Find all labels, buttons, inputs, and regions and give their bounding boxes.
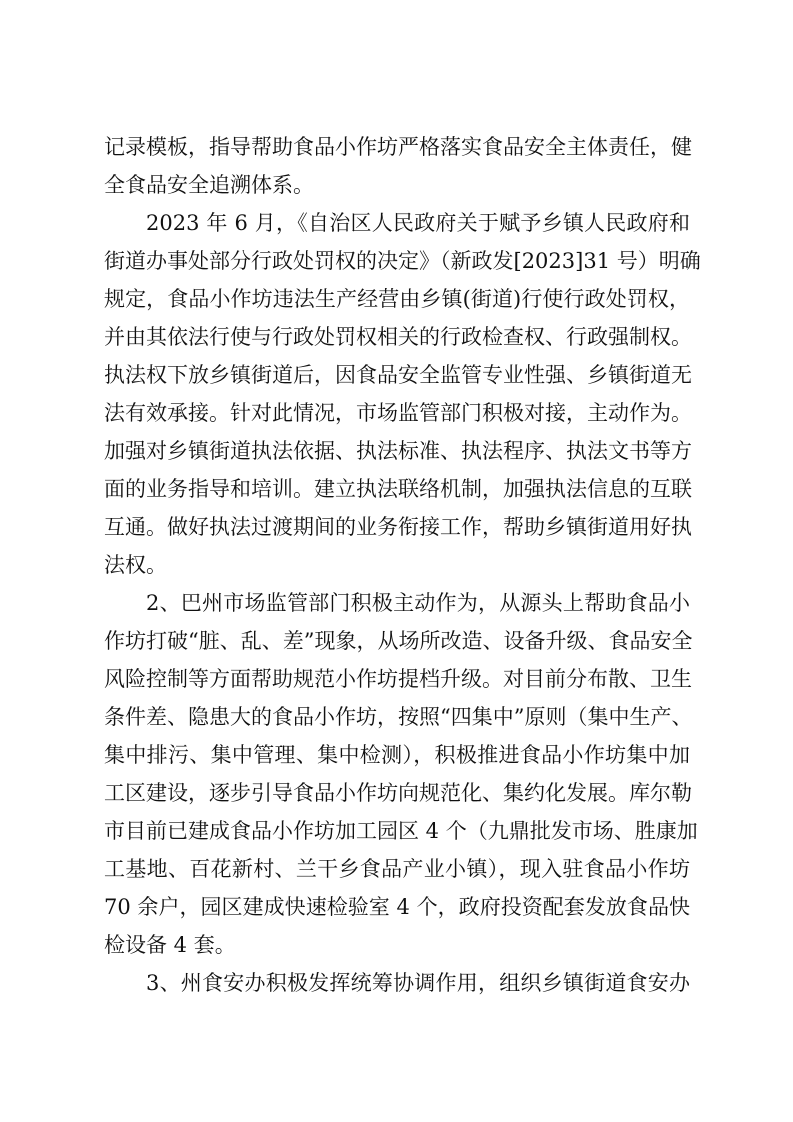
text-line: 集中排污、集中管理、集中检测），积极推进食品小作坊集中加 bbox=[104, 743, 690, 767]
text-line: 70 余户，园区建成快速检验室 4 个，政府投资配套发放食品快 bbox=[104, 895, 690, 919]
text-line: 条件差、隐患大的食品小作坊，按照“四集中”原则（集中生产、 bbox=[104, 705, 693, 729]
text-line: 作坊打破“脏、乱、差”现象，从场所改造、设备升级、食品安全 bbox=[104, 629, 693, 653]
text-line: 执法权下放乡镇街道后，因食品安全监管专业性强、乡镇街道无 bbox=[104, 363, 692, 387]
text-line: 风险控制等方面帮助规范小作坊提档升级。对目前分布散、卫生 bbox=[104, 667, 692, 691]
text-line: 检设备 4 套。 bbox=[104, 933, 236, 957]
text-line: 并由其依法行使与行政处罚权相关的行政检查权、行政强制权。 bbox=[104, 325, 692, 349]
text-line: 互通。做好执法过渡期间的业务衔接工作，帮助乡镇街道用好执 bbox=[104, 515, 692, 539]
text-line: 规定，食品小作坊违法生产经营由乡镇(街道)行使行政处罚权， bbox=[104, 287, 690, 311]
text-line: 记录模板，指导帮助食品小作坊严格落实食品安全主体责任，健 bbox=[104, 135, 692, 159]
text-line: 加强对乡镇街道执法依据、执法标准、执法程序、执法文书等方 bbox=[104, 439, 692, 463]
text-line: 面的业务指导和培训。建立执法联络机制，加强执法信息的互联 bbox=[104, 477, 692, 501]
text-line: 法权。 bbox=[104, 553, 167, 577]
text-line: 市目前已建成食品小作坊加工园区 4 个（九鼎批发市场、胜康加 bbox=[104, 819, 698, 843]
text-line: 2023 年 6 月，《自治区人民政府关于赋予乡镇人民政府和 bbox=[146, 211, 690, 235]
text-line: 3、州食安办积极发挥统筹协调作用，组织乡镇街道食安办 bbox=[146, 971, 690, 995]
text-line: 街道办事处部分行政处罚权的决定》（新政发[2023]31 号）明确 bbox=[104, 249, 701, 273]
text-line: 工基地、百花新村、兰干乡食品产业小镇），现入驻食品小作坊 bbox=[104, 857, 690, 881]
text-line: 全食品安全追溯体系。 bbox=[104, 173, 314, 197]
text-line: 法有效承接。针对此情况，市场监管部门积极对接，主动作为。 bbox=[104, 401, 692, 425]
text-line: 2、巴州市场监管部门积极主动作为，从源头上帮助食品小 bbox=[146, 591, 690, 615]
text-line: 工区建设，逐步引导食品小作坊向规范化、集约化发展。库尔勒 bbox=[104, 781, 692, 805]
